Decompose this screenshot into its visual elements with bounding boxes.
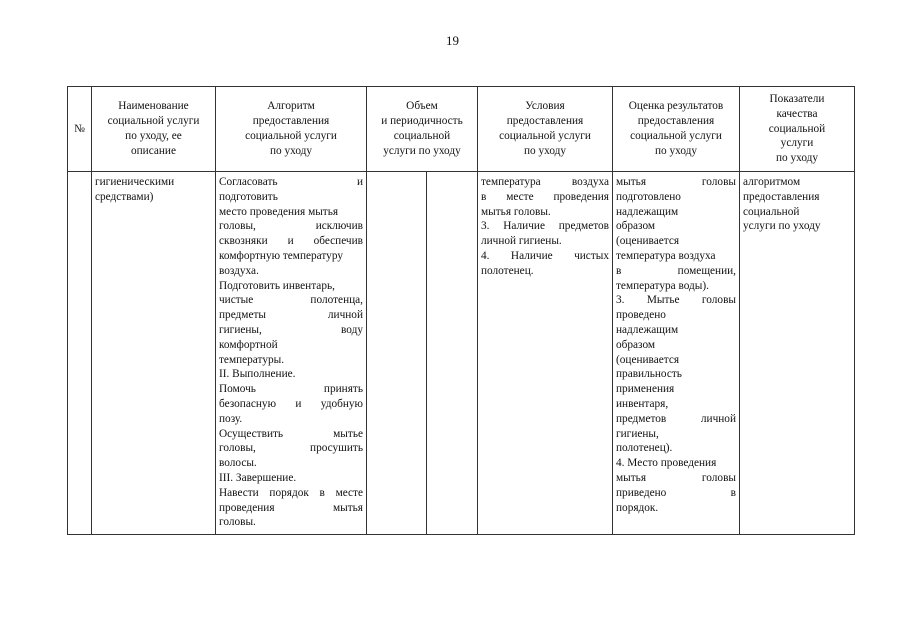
algorithm-line: воздуха. [219,264,259,277]
header-indicators-line: социальной [768,122,826,135]
algorithm-line: предметы личной [219,309,363,322]
indicators-line: услуги по уходу [743,220,821,233]
evaluation-line: мытья головы [616,176,736,188]
evaluation-line: образом [616,220,656,233]
header-num-label: № [74,122,85,135]
header-evaluation-line: Оценка результатов [628,100,724,113]
header-evaluation-line: предоставления [637,115,715,128]
algorithm-line: Подготовить инвентарь, [219,279,335,292]
algorithm-line: Навести порядок в месте [219,486,363,499]
conditions-line: 4. Наличие чистых [481,249,609,262]
algorithm-line: комфортной [219,338,278,351]
header-indicators-line: Показатели [769,93,825,105]
cell-algorithm [216,172,367,535]
cell-volume-b-text [427,172,477,177]
evaluation-line: предметов личной [616,412,736,425]
cell-name-line: средствами) [95,190,154,203]
header-conditions-line: социальной услуги [499,130,591,142]
header-algorithm-line: Алгоритм [267,100,315,113]
indicators-line: предоставления [743,190,820,203]
evaluation-line: 4. Место проведения [616,457,717,470]
header-conditions-line: по уходу [523,144,567,157]
evaluation-line: надлежащим [616,205,679,218]
evaluation-line: надлежащим [616,323,679,336]
evaluation-line: подготовлено [616,190,681,203]
header-volume [367,87,478,172]
cell-volume-a-text [367,172,426,177]
evaluation-line: температура воздуха [616,249,716,262]
evaluation-line: образом [616,338,656,351]
evaluation-line: температура воды). [616,279,709,292]
algorithm-line: Согласовать и [219,176,363,188]
evaluation-line: применения [616,383,675,396]
evaluation-line: полотенец). [616,442,673,455]
header-volume-line: услуги по уходу [383,144,461,157]
algorithm-line: подготовить [219,190,278,203]
header-algorithm [216,87,367,172]
cell-volume-a [367,172,427,535]
conditions-line: личной гигиены. [481,235,562,248]
conditions-line: температура воздуха [481,176,609,188]
algorithm-line: II. Выполнение. [219,368,296,381]
algorithm-line: сквозняки и обеспечив [219,235,363,248]
cell-num-text [68,172,91,177]
cell-indicators [740,172,855,535]
indicators-line: социальной [743,205,800,218]
header-name-line: Наименование [118,100,189,113]
evaluation-line: проведено [616,309,666,322]
header-algorithm-line: предоставления [252,115,330,128]
algorithm-line: проведения мытья [219,501,363,514]
algorithm-line: место проведения мытья [219,205,339,218]
header-name-line: по уходу, ее [125,130,182,142]
header-name [92,87,216,172]
header-algorithm-line: по уходу [269,144,313,157]
table-row [68,172,855,535]
cell-name-line: гигиеническими [95,176,175,188]
table-header-row [68,87,855,172]
evaluation-line: (оценивается [616,353,680,366]
header-evaluation [613,87,740,172]
cell-evaluation [613,172,740,535]
header-volume-line: социальной [393,130,451,142]
evaluation-line: приведено в [616,486,736,499]
header-volume-line: Объем [406,100,438,113]
algorithm-line: позу. [219,412,243,425]
evaluation-line: порядок. [616,501,659,514]
evaluation-line: 3. Мытье головы [616,294,736,307]
algorithm-line: головы. [219,516,256,529]
header-conditions [478,87,613,172]
page-number: 19 [446,33,459,48]
algorithm-line: чистые полотенца, [219,294,363,307]
header-conditions-line: предоставления [506,115,584,128]
header-indicators [740,87,855,172]
conditions-line: в месте проведения [481,190,609,203]
header-num [68,87,92,172]
cell-conditions [478,172,613,535]
cell-name [92,172,216,535]
social-service-table [67,86,855,535]
algorithm-line: Осуществить мытье [219,427,363,440]
algorithm-line: температуры. [219,353,285,366]
header-evaluation-line: социальной услуги [630,130,722,142]
evaluation-line: правильность [616,368,682,381]
header-name-line: социальной услуги [107,115,200,128]
algorithm-line: гигиены, воду [219,323,363,336]
evaluation-line: гигиены, [616,427,659,440]
evaluation-line: инвентаря, [616,397,669,410]
algorithm-line: комфортную температуру [219,249,343,262]
algorithm-line: головы, исключив [219,220,363,233]
indicators-line: алгоритмом [743,176,801,188]
cell-volume-b [427,172,478,535]
evaluation-line: в помещении, [616,264,736,277]
header-algorithm-line: социальной услуги [245,130,337,142]
evaluation-line: мытья головы [616,471,736,484]
header-indicators-line: по уходу [775,152,819,165]
header-volume-line: и периодичность [381,115,463,128]
algorithm-line: безопасную и удобную [219,397,363,410]
evaluation-line: (оценивается [616,235,680,248]
algorithm-line: Помочь принять [219,383,363,396]
algorithm-line: головы, просушить [219,442,363,455]
header-conditions-line: Условия [525,100,565,113]
cell-num [68,172,92,535]
header-evaluation-line: по уходу [654,144,698,157]
header-indicators-line: качества [776,107,818,120]
algorithm-line: волосы. [219,457,257,470]
algorithm-line: III. Завершение. [219,471,297,484]
header-name-line: описание [130,144,176,157]
header-indicators-line: услуги [780,137,814,150]
conditions-line: 3. Наличие предметов [481,220,609,233]
conditions-line: полотенец. [481,264,534,277]
conditions-line: мытья головы. [481,205,551,218]
